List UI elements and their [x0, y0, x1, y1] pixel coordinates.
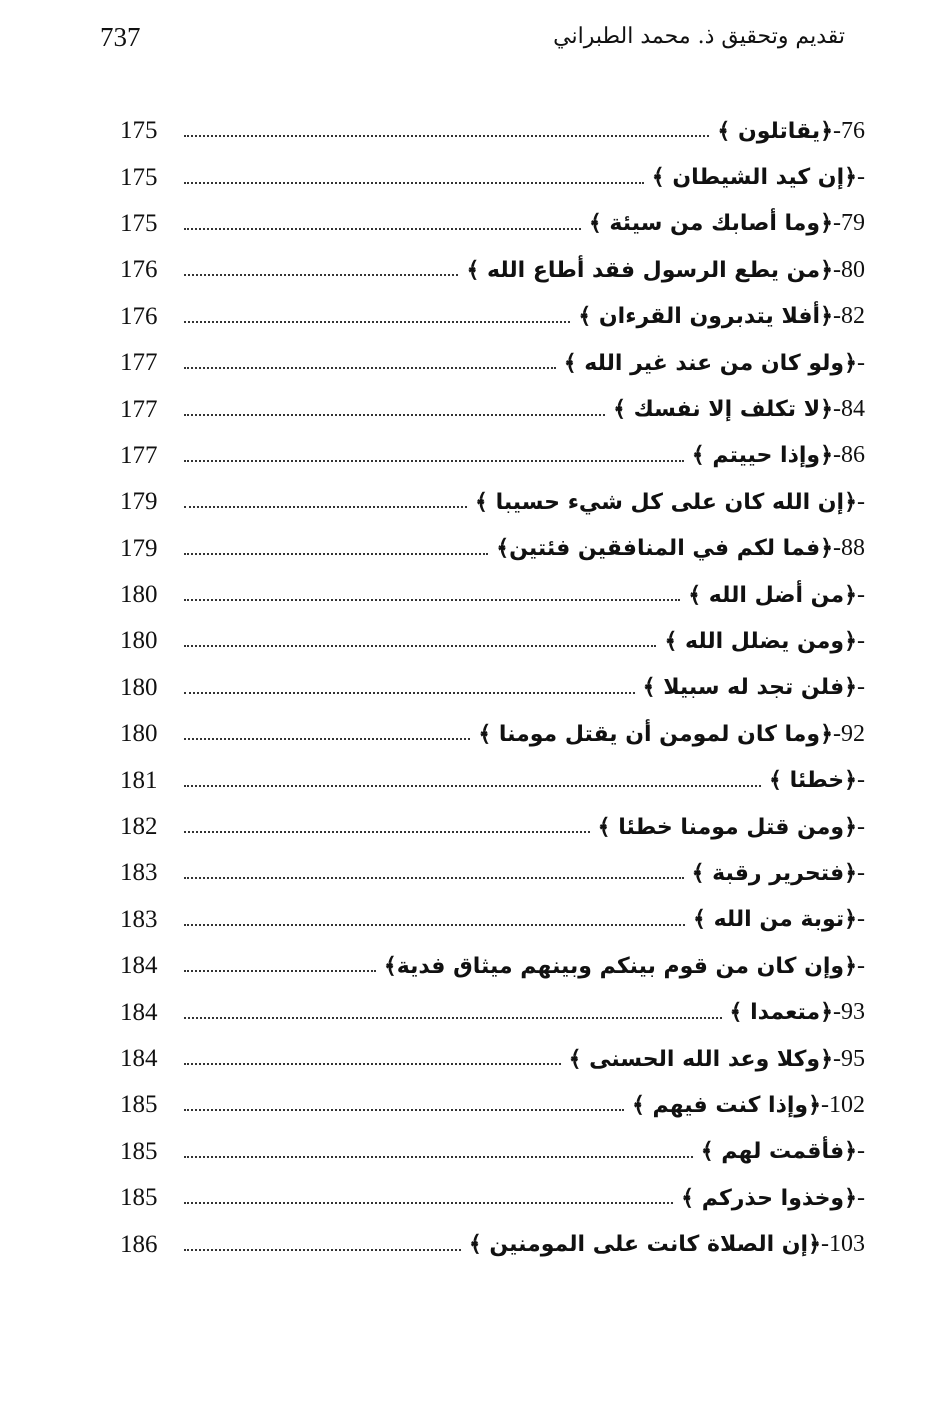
toc-page-number: 177 [120, 349, 158, 377]
verse-number: 82- [833, 303, 865, 330]
dot-leader [184, 1202, 673, 1204]
toc-page-number: 184 [120, 952, 158, 980]
verse-number: 103- [821, 1231, 865, 1258]
verse-number: - [857, 767, 865, 794]
verse-text: ﴿متعمدا ﴾ [729, 1000, 833, 1026]
toc-entry [598, 814, 865, 841]
toc-entry [643, 674, 865, 701]
toc-list [120, 108, 865, 1268]
verse-number: 93- [833, 999, 865, 1026]
toc-entry [475, 489, 865, 516]
verse-number: 84- [833, 396, 865, 423]
verse-text: ﴿توبة من الله ﴾ [693, 907, 857, 933]
toc-page-number: 181 [120, 766, 158, 794]
verse-text: ﴿من أضل الله ﴾ [688, 582, 857, 608]
toc-entry [769, 767, 865, 794]
toc-page-number: 185 [120, 1091, 158, 1119]
toc-entry [613, 396, 865, 423]
toc-page-number: 176 [120, 256, 158, 284]
toc-row [120, 757, 865, 803]
dot-leader [184, 1156, 693, 1158]
dot-leader [184, 182, 644, 184]
toc-page-number: 186 [120, 1230, 158, 1258]
verse-text: ﴿وإذا حييتم ﴾ [691, 443, 833, 469]
dot-leader [184, 645, 656, 647]
verse-number: 92- [833, 720, 865, 747]
dot-leader [184, 274, 458, 276]
dot-leader [184, 135, 709, 137]
toc-row [120, 943, 865, 989]
verse-text: ﴿إن كيد الشيطان ﴾ [651, 165, 857, 191]
toc-entry [664, 628, 865, 655]
verse-text: ﴿إن الصلاة كانت على المومنين ﴾ [468, 1232, 821, 1258]
verse-text: ﴿من يطع الرسول فقد أطاع الله ﴾ [466, 257, 833, 283]
dot-leader [184, 831, 590, 833]
toc-page-number: 177 [120, 395, 158, 423]
dot-leader [184, 414, 605, 416]
verse-number: - [857, 674, 865, 701]
toc-entry [569, 1046, 865, 1073]
dot-leader [184, 367, 556, 369]
page-header [100, 22, 845, 62]
toc-entry [384, 953, 865, 980]
verse-number: 79- [833, 210, 865, 237]
verse-text: ﴿خطئا ﴾ [769, 768, 857, 794]
toc-entry [688, 582, 865, 609]
toc-entry [496, 535, 865, 562]
toc-entry [652, 164, 865, 191]
verse-text: ﴿لا تكلف إلا نفسك ﴾ [613, 397, 833, 423]
verse-text: ﴿وإذا كنت فيهم ﴾ [631, 1092, 821, 1118]
dot-leader [184, 738, 470, 740]
dot-leader [184, 692, 635, 694]
toc-row [120, 386, 865, 432]
dot-leader [184, 599, 680, 601]
verse-number: - [857, 906, 865, 933]
toc-row [120, 897, 865, 943]
toc-row [120, 1036, 865, 1082]
verse-text: ﴿ومن يضلل الله ﴾ [664, 628, 857, 654]
toc-page-number: 179 [120, 488, 158, 516]
toc-entry [469, 1231, 865, 1258]
dot-leader [184, 924, 685, 926]
dot-leader [184, 553, 488, 555]
toc-entry [478, 721, 865, 748]
toc-entry [632, 1092, 865, 1119]
toc-row [120, 526, 865, 572]
dot-leader [184, 506, 467, 508]
toc-row [120, 711, 865, 757]
toc-row [120, 1082, 865, 1128]
verse-number: - [857, 859, 865, 886]
dot-leader [184, 228, 581, 230]
toc-page-number: 180 [120, 627, 158, 655]
toc-page-number: 184 [120, 1045, 158, 1072]
toc-page-number: 180 [120, 673, 158, 701]
verse-text: ﴿يقاتلون ﴾ [717, 118, 833, 144]
verse-text: ﴿ولو كان من عند غير الله ﴾ [563, 350, 857, 376]
verse-number: 88- [833, 535, 865, 562]
toc-entry [692, 860, 865, 887]
verse-text: ﴿فلن تجد له سبيلا ﴾ [642, 675, 857, 701]
running-title: تقديم وتحقيق ذ. محمد الطبراني [553, 24, 845, 49]
verse-number: - [857, 349, 865, 376]
toc-row [120, 247, 865, 293]
toc-page-number: 180 [120, 581, 158, 609]
verse-text: ﴿فأقمت لهم ﴾ [700, 1139, 857, 1165]
toc-page-number: 182 [120, 813, 158, 841]
verse-number: 95- [833, 1045, 865, 1072]
verse-text: ﴿وإن كان من قوم بينكم وبينهم ميثاق فدية﴾ [383, 953, 857, 979]
toc-row [120, 1221, 865, 1267]
dot-leader [184, 877, 684, 879]
verse-number: - [857, 164, 865, 191]
toc-page-number: 185 [120, 1137, 158, 1165]
verse-text: ﴿وما كان لمومن أن يقتل مومنا ﴾ [478, 721, 833, 747]
dot-leader [184, 1063, 561, 1065]
toc-row [120, 479, 865, 525]
toc-page-number: 180 [120, 720, 158, 748]
toc-page-number: 184 [120, 998, 158, 1026]
dot-leader [184, 460, 684, 462]
toc-row [120, 294, 865, 340]
toc-page-number: 177 [120, 441, 158, 469]
dot-leader [184, 321, 570, 323]
verse-number: - [857, 627, 865, 654]
toc-page-number: 175 [120, 163, 158, 191]
toc-page-number: 175 [120, 209, 158, 237]
toc-row [120, 1129, 865, 1175]
toc-entry [693, 906, 865, 933]
dot-leader [184, 1249, 461, 1251]
toc-entry [692, 442, 865, 469]
toc-row [120, 154, 865, 200]
toc-row [120, 108, 865, 154]
toc-entry [466, 257, 865, 284]
verse-number: - [857, 1138, 865, 1165]
verse-text: ﴿فتحرير رقبة ﴾ [691, 860, 857, 886]
toc-row [120, 201, 865, 247]
toc-entry [681, 1185, 865, 1212]
dot-leader [184, 970, 376, 972]
toc-row [120, 665, 865, 711]
toc-entry [701, 1138, 865, 1165]
verse-number: - [857, 581, 865, 608]
toc-entry [589, 210, 865, 237]
toc-row [120, 804, 865, 850]
verse-number: - [857, 488, 865, 515]
verse-number: - [857, 813, 865, 840]
toc-row [120, 572, 865, 618]
toc-page-number: 183 [120, 905, 158, 933]
toc-page-number: 176 [120, 302, 158, 330]
verse-text: ﴿ومن قتل مومنا خطئا ﴾ [597, 814, 857, 840]
toc-row [120, 618, 865, 664]
toc-row [120, 340, 865, 386]
verse-text: ﴿أفلا يتدبرون القرءان ﴾ [578, 304, 833, 330]
verse-number: - [857, 952, 865, 979]
verse-text: ﴿فما لكم في المنافقين فئتين﴾ [496, 536, 833, 562]
toc-row [120, 433, 865, 479]
toc-entry [717, 118, 865, 145]
toc-entry [730, 999, 865, 1026]
toc-entry [564, 350, 865, 377]
toc-page-number: 175 [120, 117, 158, 145]
toc-row [120, 1175, 865, 1221]
toc-page-number: 183 [120, 859, 158, 887]
verse-text: ﴿وخذوا حذركم ﴾ [681, 1185, 857, 1211]
verse-text: ﴿إن الله كان على كل شيء حسيبا ﴾ [475, 489, 857, 515]
dot-leader [184, 1109, 624, 1111]
dot-leader [184, 785, 761, 787]
page-number: 737 [100, 22, 141, 52]
verse-number: - [857, 1184, 865, 1211]
toc-row [120, 989, 865, 1035]
verse-number: 102- [821, 1091, 865, 1118]
toc-page-number: 185 [120, 1184, 158, 1212]
verse-number: 76- [833, 117, 865, 144]
dot-leader [184, 1017, 722, 1019]
toc-row [120, 850, 865, 896]
verse-text: ﴿وكلا وعد الله الحسنى ﴾ [568, 1046, 833, 1072]
verse-number: 86- [833, 442, 865, 469]
toc-page-number: 179 [120, 534, 158, 562]
verse-text: ﴿وما أصابك من سيئة ﴾ [588, 211, 833, 237]
toc-entry [578, 303, 865, 330]
verse-number: 80- [833, 256, 865, 283]
